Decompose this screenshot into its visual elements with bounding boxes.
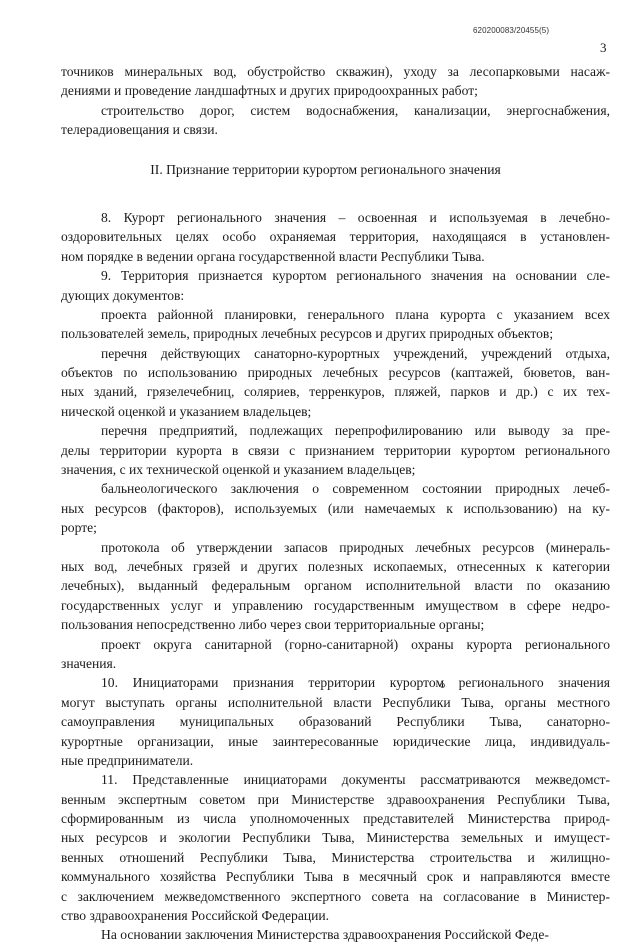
paragraph-p9f [61, 635, 610, 674]
text-line: 9. Территория признается курортом регионального значения на основании сле- [101, 268, 610, 284]
paragraph-p9e [61, 538, 610, 635]
paragraph-p9b [61, 344, 610, 422]
text-line: перечня действующих санаторно-курортных учреждений, учреждений отдыха, [101, 345, 610, 361]
page-number: 3 [600, 40, 607, 55]
text-line: лечебных), выданный федеральным органом исполнительной власти по оказанию [61, 578, 610, 594]
text-line: нической оценкой и указанием владельцев; [61, 403, 312, 419]
paragraph-p9d [61, 479, 610, 537]
text-line: пользователей земель, природных лечебных ресурсов и других природных объектов; [61, 326, 554, 342]
paragraph-p11 [61, 770, 610, 925]
text-line: проект округа санитарной (горно-санитарной) охраны курорта регионального [101, 636, 610, 652]
paragraph-p9c [61, 421, 610, 479]
text-line: значения, с их технической оценкой и указанием владельцев; [61, 462, 416, 478]
paragraph-p10 [61, 673, 610, 770]
text-line: бальнеологического заключения о современном состоянии природных лечеб- [101, 481, 610, 497]
text-line: 11. Представленные инициаторами документы рассматриваются межведомст- [101, 772, 610, 788]
text-line: оздоровительных целях особо охраняемая территория, находящаяся в установлен- [61, 229, 610, 245]
text-line: венных отношений Республики Тыва, Министерства строительства и жилищно- [61, 849, 610, 865]
text-line: 10. Инициаторами признания территории курортом регионального значения [101, 675, 610, 691]
text-line: протокола об утверждении запасов природных лечебных ресурсов (минераль- [101, 539, 610, 555]
scan-dot-mark [440, 683, 445, 688]
text-line: ные предприниматели. [61, 752, 194, 768]
text-line: пользования непосредственно либо через свои территориальные органы; [61, 617, 485, 633]
text-line: 8. Курорт регионального значения – освоенная и используемая в лечебно- [101, 209, 610, 225]
text-line: ных ресурсов (факторов), используемых (или намечаемых к использованию) на ку- [61, 500, 610, 516]
text-line: дениями и проведение ландшафтных и других природоохранных работ; [61, 83, 478, 99]
text-line: перечня предприятий, подлежащих перепрофилированию или выводу за пре- [101, 423, 610, 439]
text-line: ных вод, лечебных грязей и других полезных ископаемых, отнесенных к категории [61, 558, 610, 574]
text-line: ном порядке в ведении органа государственной власти Республики Тыва. [61, 248, 485, 264]
paragraph-p1 [61, 101, 610, 140]
text-line: точников минеральных вод, обустройство скважин), уходу за лесопарковыми насаж- [61, 64, 610, 79]
text-line: телерадиовещания и связи. [61, 122, 218, 138]
text-line: государственных услуг и управлению государственным имуществом в сфере недро- [61, 597, 610, 613]
text-line: На основании заключения Министерства здравоохранения Российской Феде- [101, 927, 549, 943]
paragraph-p12 [61, 925, 610, 944]
text-line: ных зданий, грязелечебниц, соляриев, терренкуров, пляжей, парков и др.) с их тех- [61, 384, 610, 400]
paragraph-p0 [61, 62, 610, 101]
text-line: строительство дорог, систем водоснабжения, канализации, энергоснабжения, [101, 102, 610, 118]
text-line: сформированным из числа уполномоченных представителей Министерства природ- [61, 811, 610, 827]
text-line: коммунального хозяйства Республики Тыва в месячный срок и направляются вместе [61, 869, 610, 885]
paragraph-p9 [61, 266, 610, 305]
text-line: дующих документов: [61, 287, 185, 303]
paragraph-p8 [61, 208, 610, 266]
text-line: делы территории курорта в связи с признанием территории курортом регионального [61, 442, 610, 458]
text-line: самоуправления муниципальных образований Республики Тыва, санаторно- [61, 714, 610, 730]
section-heading: II. Признание территории курортом регионального значения [150, 161, 501, 177]
text-line: ство здравоохранения Российской Федерации. [61, 908, 330, 924]
document-code: 620200083/20455(5) [473, 26, 550, 35]
text-line: проекта районной планировки, генерального плана курорта с указанием всех [101, 306, 610, 322]
text-line: венным экспертным советом при Министерстве здравоохранения Республики Тыва, [61, 791, 610, 807]
document-body [61, 62, 610, 945]
paragraph-p9a [61, 305, 610, 344]
text-line: могут выступать органы исполнительной власти Республики Тыва, органы местного [61, 694, 610, 710]
text-line: ных ресурсов и экологии Республики Тыва, Министерства земельных и имущест- [61, 830, 610, 846]
text-line: рорте; [61, 520, 97, 536]
text-line: курортные организации, иные заинтересованные юридические лица, индивидуаль- [61, 733, 610, 749]
text-line: объектов по использованию природных лечебных ресурсов (каптажей, бюветов, ван- [61, 365, 610, 381]
text-line: с заключением межведомственного экспертного совета на согласование в Министер- [61, 888, 610, 904]
text-line: значения. [61, 655, 117, 671]
